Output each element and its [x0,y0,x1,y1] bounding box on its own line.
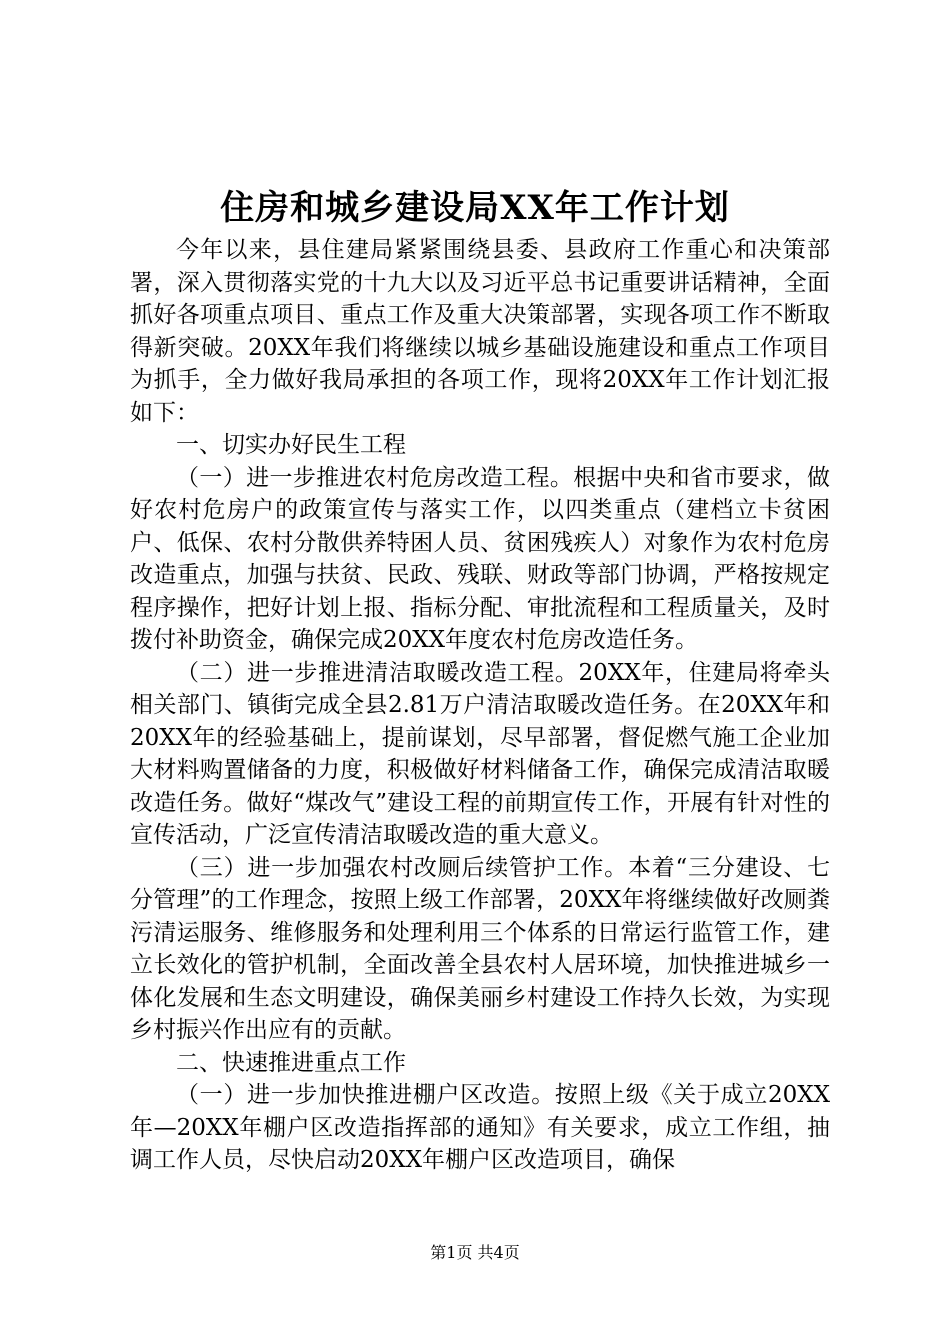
section-2-item-1: （一）进一步加快推进棚户区改造。按照上级《关于成立20XX年—20XX年棚户区改造指挥部的通知》有关要求，成立工作组，抽调工作人员，尽快启动20XX年棚户区改造项目，确保 [130,1082,830,1173]
document-title: 住房和城乡建设局XX年工作计划 [220,188,730,228]
page-number-footer: 第1页 共4页 [430,1243,520,1262]
section-1-item-2: （二）进一步推进清洁取暖改造工程。20XX年，住建局将牵头相关部门、镇街完成全县2.81万户清洁取暖改造任务。在20XX年和20XX年的经验基础上，提前谋划，尽早部署，督促燃气施工企业加大材料购置储备的力度，积极做好材料储备工作，确保完成清洁取暖改造任务。做好“煤改气”建设工程的前期宣传工作，开展有针对性的宣传活动，广泛宣传清洁取暖改造的重大意义。 [130,659,830,848]
section-1-item-1: （一）进一步推进农村危房改造工程。根据中央和省市要求，做好农村危房户的政策宣传与落实工作，以四类重点（建档立卡贫困户、低保、农村分散供养特困人员、贫困残疾人）对象作为农村危房改造重点，加强与扶贫、民政、残联、财政等部门协调，严格按规定程序操作，把好计划上报、指标分配、审批流程和工程质量关，及时拨付补助资金，确保完成20XX年度农村危房改造任务。 [130,464,830,653]
section-heading-1: 一、切实办好民生工程 [176,432,406,458]
section-heading-2: 二、快速推进重点工作 [176,1049,406,1076]
document-body [130,234,830,1177]
section-1-item-3: （三）进一步加强农村改厕后续管护工作。本着“三分建设、七分管理”的工作理念，按照上级工作部署，20XX年将继续做好改厕粪污清运服务、维修服务和处理利用三个体系的日常运行监管工作，建立长效化的管护机制，全面改善全县农村人居环境，加快推进城乡一体化发展和生态文明建设，确保美丽乡村建设工作持久长效，为实现乡村振兴作出应有的贡献。 [130,854,830,1043]
intro-paragraph: 今年以来，县住建局紧紧围绕县委、县政府工作重心和决策部署，深入贯彻落实党的十九大以及习近平总书记重要讲话精神，全面抓好各项重点项目、重点工作及重大决策部署，实现各项工作不断取得新突破。20XX年我们将继续以城乡基础设施建设和重点工作项目为抓手，全力做好我局承担的各项工作，现将20XX年工作计划汇报如下： [130,237,830,426]
